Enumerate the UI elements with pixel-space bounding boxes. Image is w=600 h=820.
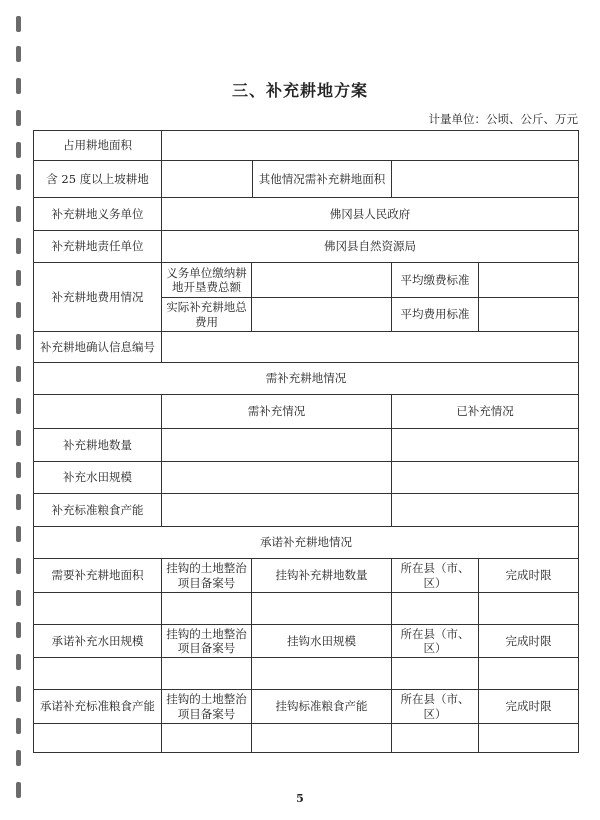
table-row [34,395,579,429]
unit-note: 计量单位：公顷、公斤、万元 [428,112,578,126]
value-cell [479,298,579,332]
row-label: 义务单位缴纳耕地开垦费总额 [162,263,252,298]
section-header: 需补充耕地情况 [34,363,579,395]
table-row [34,625,579,658]
row-label: 补充水田规模 [34,462,162,494]
row-label: 补充耕地数量 [34,429,162,462]
column-header: 已补充情况 [392,395,579,429]
table-row [34,131,579,161]
value-cell [162,332,579,363]
responsible-unit-value: 佛冈县自然资源局 [162,231,579,263]
row-label: 承诺补充标准粮食产能 [34,690,162,724]
value-cell [392,462,579,494]
table-row [34,231,579,263]
row-label: 补充耕地责任单位 [34,231,162,263]
table-row [34,363,579,395]
value-cell [162,161,253,197]
blank-cell [34,395,162,429]
table-row [34,198,579,231]
column-header: 挂钩标准粮食产能 [252,690,392,724]
column-header: 挂钩水田规模 [252,625,392,658]
row-label: 需要补充耕地面积 [34,559,162,593]
column-header: 完成时限 [479,559,579,593]
table-row [34,724,579,753]
table-row [34,494,579,527]
page-title: 三、补充耕地方案 [231,81,368,100]
column-header: 所在县（市、区） [392,690,479,724]
table-row [34,161,579,198]
table-row [34,462,579,494]
binder-holes [16,8,22,808]
table-row [34,593,579,625]
row-label: 补充耕地费用情况 [34,263,162,332]
table-row [34,332,579,363]
value-cell [252,263,392,298]
row-label: 平均缴费标准 [392,263,479,298]
obligation-unit-value: 佛冈县人民政府 [162,198,579,231]
column-header: 挂钩的土地整治项目备案号 [162,690,252,724]
column-header: 需补充情况 [162,395,392,429]
value-cell [392,494,579,527]
value-cell [252,298,392,332]
row-label: 补充耕地确认信息编号 [34,332,162,363]
table-row [34,690,579,724]
column-header: 挂钩的土地整治项目备案号 [162,559,252,593]
row-label: 其他情况需补充耕地面积 [258,171,386,186]
value-cell [162,462,392,494]
value-cell [392,429,579,462]
column-header: 挂钩的土地整治项目备案号 [162,625,252,658]
value-cell [162,429,392,462]
section-header: 承诺补充耕地情况 [34,527,579,559]
row-label: 含 25 度以上坡耕地 [34,161,162,198]
value-cell [162,494,392,527]
row-label: 承诺补充水田规模 [34,625,162,658]
column-header: 挂钩补充耕地数量 [252,559,392,593]
table-row [34,263,579,298]
column-header: 所在县（市、区） [392,625,479,658]
farmland-plan-table [33,130,579,753]
table-row [34,527,579,559]
row-label: 补充耕地义务单位 [34,198,162,231]
table-row [34,658,579,690]
row-label: 平均费用标准 [392,298,479,332]
column-header: 完成时限 [479,690,579,724]
value-cell [162,131,579,161]
table-row [34,559,579,593]
table-row [34,429,579,462]
value-cell [479,263,579,298]
row-label: 占用耕地面积 [34,131,162,161]
column-header: 完成时限 [479,625,579,658]
column-header: 所在县（市、区） [392,559,479,593]
row-label: 补充标准粮食产能 [34,494,162,527]
page-number: 5 [296,792,304,805]
value-cell [392,161,579,198]
row-label: 实际补充耕地总费用 [162,298,252,332]
